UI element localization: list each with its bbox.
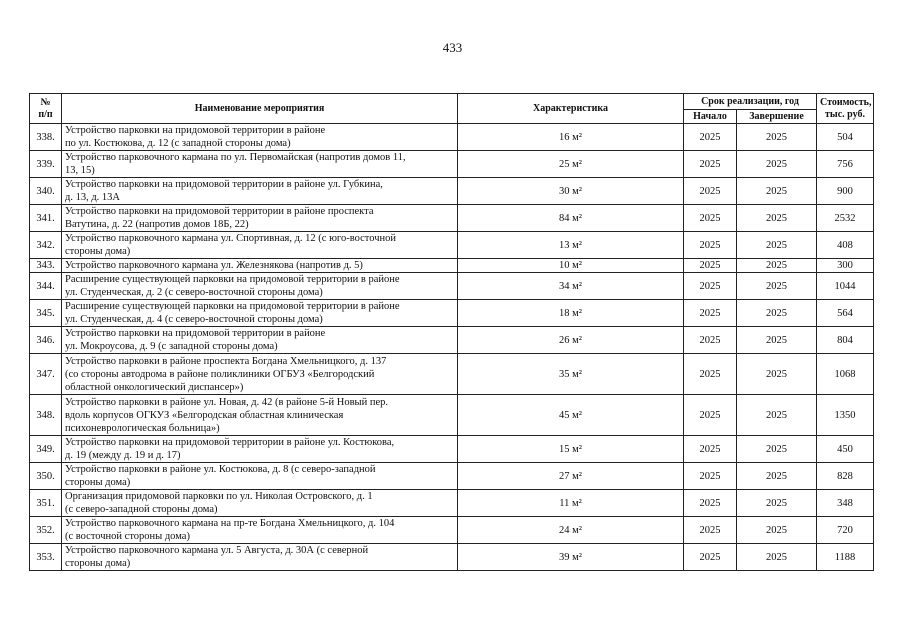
event-name: Устройство парковки на придомовой территории в районе ул. Мокроусова, д. 9 (с западной стороны дома)	[62, 327, 458, 354]
start-year: 2025	[684, 300, 737, 327]
start-year: 2025	[684, 354, 737, 395]
row-number: 344.	[30, 273, 62, 300]
table-row	[30, 178, 874, 205]
start-year: 2025	[684, 327, 737, 354]
end-year: 2025	[737, 178, 817, 205]
event-cost: 756	[817, 151, 874, 178]
event-name: Организация придомовой парковки по ул. Николая Островского, д. 1 (с северо-западной стороны дома)	[62, 490, 458, 517]
table-row	[30, 436, 874, 463]
table-row	[30, 395, 874, 436]
end-year: 2025	[737, 327, 817, 354]
event-cost: 1044	[817, 273, 874, 300]
end-year: 2025	[737, 395, 817, 436]
event-name: Расширение существующей парковки на придомовой территории в районе ул. Студенческая, д. 2 (с северо-восточной стороны дома)	[62, 273, 458, 300]
header-end: Завершение	[737, 110, 817, 124]
table-row	[30, 327, 874, 354]
page-number: 433	[442, 40, 463, 55]
row-number: 339.	[30, 151, 62, 178]
row-number: 338.	[30, 124, 62, 151]
end-year: 2025	[737, 205, 817, 232]
event-name: Устройство парковки на придомовой территории в районе ул. Костюкова, д. 19 (между д. 19 и д. 17)	[62, 436, 458, 463]
event-cost: 1068	[817, 354, 874, 395]
table-row	[30, 259, 874, 273]
end-year: 2025	[737, 124, 817, 151]
row-number: 350.	[30, 463, 62, 490]
event-name: Расширение существующей парковки на придомовой территории в районе ул. Студенческая, д. 4 (с северо-восточной стороны дома)	[62, 300, 458, 327]
event-cost: 1350	[817, 395, 874, 436]
event-characteristic: 27 м²	[458, 463, 684, 490]
table-row	[30, 354, 874, 395]
event-cost: 720	[817, 517, 874, 544]
event-name: Устройство парковки в районе проспекта Богдана Хмельницкого, д. 137 (со стороны автодрома в районе поликлиники ОГБУЗ «Белгородский областной онкологический диспансер»)	[62, 354, 458, 395]
event-characteristic: 84 м²	[458, 205, 684, 232]
row-number: 348.	[30, 395, 62, 436]
event-name: Устройство парковки на придомовой территории в районе ул. Губкина, д. 13, д. 13А	[62, 178, 458, 205]
event-cost: 828	[817, 463, 874, 490]
event-cost: 1188	[817, 544, 874, 571]
event-characteristic: 45 м²	[458, 395, 684, 436]
start-year: 2025	[684, 124, 737, 151]
header-period: Срок реализации, год	[684, 94, 817, 110]
event-name: Устройство парковки в районе ул. Новая, д. 42 (в районе 5-й Новый пер. вдоль корпусов ОГКУЗ «Белгородская областная клиническая психоневрологическая больница»)	[62, 395, 458, 436]
start-year: 2025	[684, 232, 737, 259]
header-start: Начало	[684, 110, 737, 124]
event-cost: 408	[817, 232, 874, 259]
table-row	[30, 544, 874, 571]
start-year: 2025	[684, 436, 737, 463]
start-year: 2025	[684, 151, 737, 178]
events-table	[29, 93, 874, 571]
table-row	[30, 273, 874, 300]
end-year: 2025	[737, 490, 817, 517]
event-characteristic: 39 м²	[458, 544, 684, 571]
row-number: 343.	[30, 259, 62, 273]
start-year: 2025	[684, 259, 737, 273]
start-year: 2025	[684, 205, 737, 232]
event-cost: 300	[817, 259, 874, 273]
event-cost: 900	[817, 178, 874, 205]
end-year: 2025	[737, 151, 817, 178]
end-year: 2025	[737, 436, 817, 463]
event-name: Устройство парковочного кармана на пр-те Богдана Хмельницкого, д. 104 (с восточной стороны дома)	[62, 517, 458, 544]
start-year: 2025	[684, 544, 737, 571]
row-number: 352.	[30, 517, 62, 544]
table-row	[30, 232, 874, 259]
table-row	[30, 300, 874, 327]
end-year: 2025	[737, 232, 817, 259]
event-characteristic: 10 м²	[458, 259, 684, 273]
row-number: 342.	[30, 232, 62, 259]
start-year: 2025	[684, 463, 737, 490]
event-characteristic: 24 м²	[458, 517, 684, 544]
start-year: 2025	[684, 178, 737, 205]
event-characteristic: 13 м²	[458, 232, 684, 259]
event-name: Устройство парковки на придомовой территории в районе проспекта Ватутина, д. 22 (напротив домов 18Б, 22)	[62, 205, 458, 232]
start-year: 2025	[684, 395, 737, 436]
end-year: 2025	[737, 517, 817, 544]
table-body	[30, 124, 874, 571]
event-name: Устройство парковочного кармана ул. Спортивная, д. 12 (с юго-восточной стороны дома)	[62, 232, 458, 259]
event-characteristic: 11 м²	[458, 490, 684, 517]
start-year: 2025	[684, 273, 737, 300]
event-name: Устройство парковочного кармана ул. 5 Августа, д. 30А (с северной стороны дома)	[62, 544, 458, 571]
event-characteristic: 35 м²	[458, 354, 684, 395]
end-year: 2025	[737, 544, 817, 571]
event-characteristic: 16 м²	[458, 124, 684, 151]
event-cost: 804	[817, 327, 874, 354]
event-cost: 564	[817, 300, 874, 327]
table-row	[30, 151, 874, 178]
row-number: 340.	[30, 178, 62, 205]
end-year: 2025	[737, 273, 817, 300]
row-number: 345.	[30, 300, 62, 327]
header-characteristic: Характеристика	[458, 94, 684, 124]
table-row	[30, 490, 874, 517]
end-year: 2025	[737, 259, 817, 273]
table-row	[30, 124, 874, 151]
start-year: 2025	[684, 490, 737, 517]
event-characteristic: 25 м²	[458, 151, 684, 178]
event-cost: 504	[817, 124, 874, 151]
event-name: Устройство парковочного кармана ул. Железнякова (напротив д. 5)	[62, 259, 458, 273]
row-number: 351.	[30, 490, 62, 517]
event-characteristic: 15 м²	[458, 436, 684, 463]
header-cost: Стоимость, тыс. руб.	[817, 94, 874, 124]
header-num: № п/п	[30, 94, 62, 124]
end-year: 2025	[737, 463, 817, 490]
table-row	[30, 517, 874, 544]
table-row	[30, 463, 874, 490]
row-number: 349.	[30, 436, 62, 463]
table-row	[30, 205, 874, 232]
header-name: Наименование мероприятия	[62, 94, 458, 124]
start-year: 2025	[684, 517, 737, 544]
event-characteristic: 26 м²	[458, 327, 684, 354]
event-name: Устройство парковочного кармана по ул. Первомайская (напротив домов 11, 13, 15)	[62, 151, 458, 178]
row-number: 341.	[30, 205, 62, 232]
event-name: Устройство парковки в районе ул. Костюкова, д. 8 (с северо-западной стороны дома)	[62, 463, 458, 490]
event-cost: 2532	[817, 205, 874, 232]
end-year: 2025	[737, 300, 817, 327]
event-characteristic: 30 м²	[458, 178, 684, 205]
event-cost: 348	[817, 490, 874, 517]
event-characteristic: 18 м²	[458, 300, 684, 327]
row-number: 347.	[30, 354, 62, 395]
event-name: Устройство парковки на придомовой территории в районе по ул. Костюкова, д. 12 (с западной стороны дома)	[62, 124, 458, 151]
event-cost: 450	[817, 436, 874, 463]
event-characteristic: 34 м²	[458, 273, 684, 300]
end-year: 2025	[737, 354, 817, 395]
row-number: 346.	[30, 327, 62, 354]
row-number: 353.	[30, 544, 62, 571]
